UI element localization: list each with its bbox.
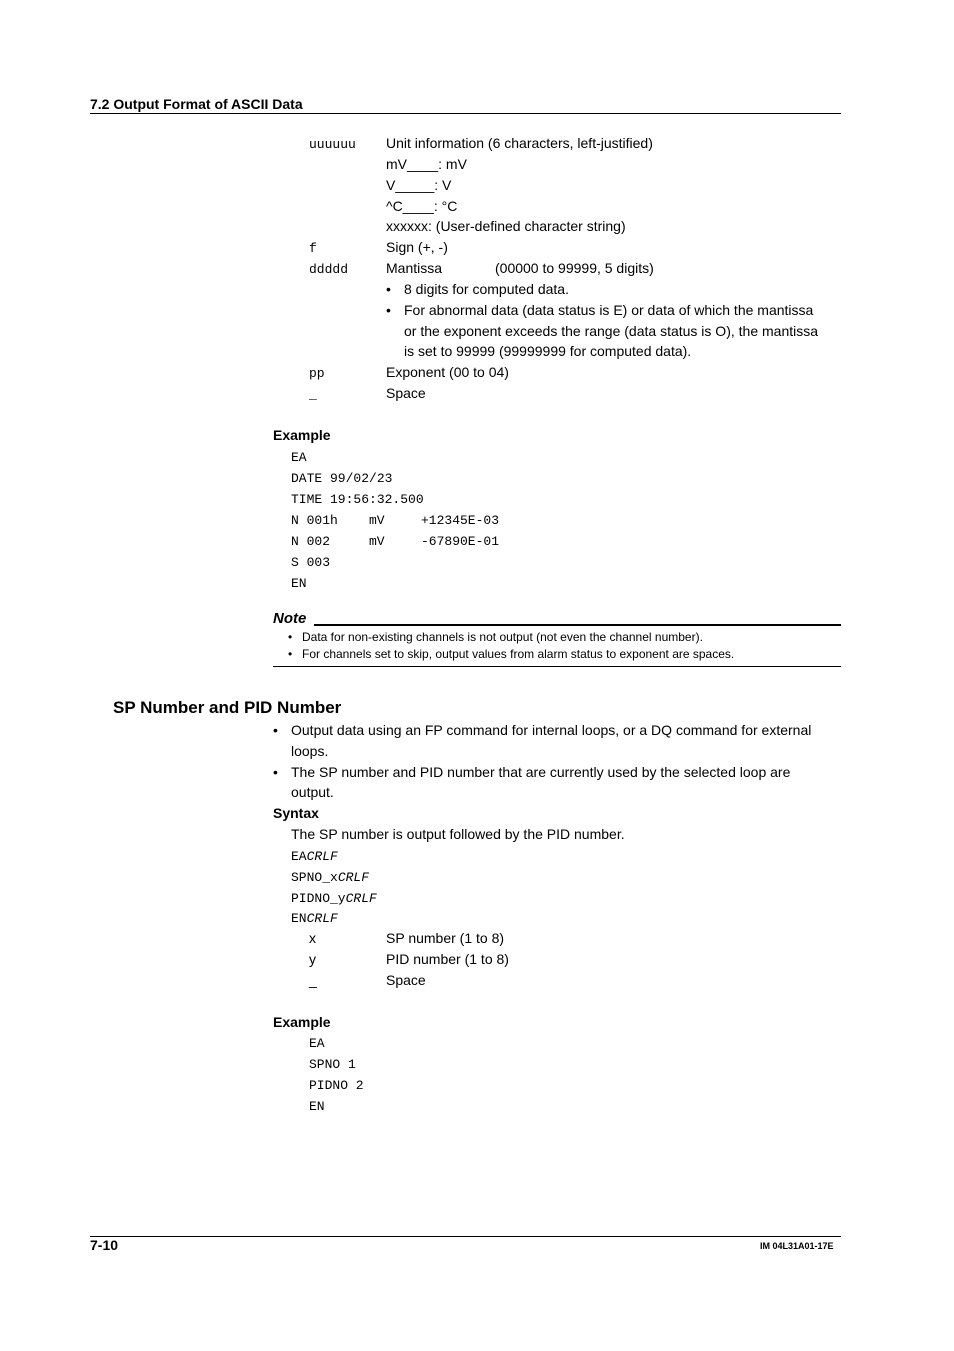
sp-bullet-1b: loops. [291, 743, 329, 759]
footer-rule [90, 1236, 841, 1237]
example-line: DATE 99/02/23 [291, 471, 393, 486]
syntax-text: The SP number is output followed by the PID number. [291, 826, 625, 842]
note-heading: Note [273, 610, 307, 627]
param-desc: Space [386, 972, 426, 988]
note-item: Data for non-existing channels is not output (not even the channel number). [302, 630, 703, 644]
example-line: EA [309, 1036, 325, 1051]
def-unit-line-2: mV____: mV [386, 156, 467, 172]
syntax-line: ENCRLF [291, 911, 338, 926]
doc-id: IM 04L31A01-17E [760, 1241, 834, 1251]
example-line: EN [291, 576, 307, 591]
example-heading: Example [273, 427, 331, 443]
example-line: S 003 [291, 555, 331, 570]
example-line: TIME 19:56:32.500 [291, 492, 424, 507]
example-row-value: +12345E-03 [421, 513, 500, 528]
term-pp: pp [309, 366, 325, 381]
def-mantissa: Mantissa [386, 260, 443, 276]
example-row-ch: N 001h [291, 513, 338, 528]
example-line: EN [309, 1099, 325, 1114]
syntax-heading: Syntax [273, 805, 319, 821]
sp-bullet-2b: output. [291, 784, 334, 800]
param-desc: PID number (1 to 8) [386, 951, 509, 967]
note-item: For channels set to skip, output values from alarm status to exponent are spaces. [302, 647, 735, 661]
def-mantissa-bullet-2c: is set to 99999 (99999999 for computed data). [404, 343, 692, 359]
param-desc: SP number (1 to 8) [386, 930, 505, 946]
param-term: _ [309, 972, 317, 988]
example-heading: Example [273, 1014, 331, 1030]
def-sign: Sign (+, -) [386, 239, 448, 255]
example-row-unit: mV [369, 513, 385, 528]
example-row-unit: mV [369, 534, 385, 549]
example-row-ch: N 002 [291, 534, 331, 549]
term-uuuuuu: uuuuuu [309, 137, 356, 152]
section-title: SP Number and PID Number [113, 698, 342, 717]
example-line: SPNO 1 [309, 1057, 356, 1072]
bullet-mark: • [288, 647, 293, 661]
note-top-rule [314, 624, 841, 626]
example-row-value: -67890E-01 [421, 534, 500, 549]
page-number: 7-10 [90, 1237, 119, 1253]
def-unit-line-4: ^C____: °C [386, 198, 458, 214]
syntax-line: SPNO_xCRLF [291, 870, 370, 885]
param-term: x [309, 930, 316, 946]
def-unit-line-5: xxxxxx: (User-defined character string) [386, 218, 626, 234]
def-unit-line-3: V_____: V [386, 177, 452, 193]
example-line: EA [291, 450, 307, 465]
term-ddddd: ddddd [309, 262, 349, 277]
bullet-mark: • [386, 281, 391, 297]
syntax-line: EACRLF [291, 849, 338, 864]
def-mantissa-bullet-2b: or the exponent exceeds the range (data status is O), the mantissa [404, 323, 819, 339]
def-mantissa-bullet-2a: For abnormal data (data status is E) or data of which the mantissa [404, 302, 814, 318]
term-f: f [309, 241, 317, 256]
sp-bullet-1a: Output data using an FP command for internal loops, or a DQ command for external [291, 722, 812, 738]
def-exponent: Exponent (00 to 04) [386, 364, 509, 380]
bullet-mark: • [273, 764, 278, 780]
sp-bullet-2a: The SP number and PID number that are currently used by the selected loop are [291, 764, 791, 780]
bullet-mark: • [288, 630, 293, 644]
bullet-mark: • [273, 722, 278, 738]
bullet-mark: • [386, 302, 391, 318]
note-bottom-rule [273, 666, 841, 667]
header-rule [90, 113, 841, 114]
def-mantissa-bullet-1: 8 digits for computed data. [404, 281, 569, 297]
param-term: y [309, 951, 316, 967]
def-mantissa-range: (00000 to 99999, 5 digits) [495, 260, 654, 276]
syntax-line: PIDNO_yCRLF [291, 891, 377, 906]
def-space: Space [386, 385, 426, 401]
section-header: 7.2 Output Format of ASCII Data [90, 96, 303, 112]
example-line: PIDNO 2 [309, 1078, 364, 1093]
def-unit-line-1: Unit information (6 characters, left-justified) [386, 135, 653, 151]
term-space: _ [309, 387, 317, 402]
